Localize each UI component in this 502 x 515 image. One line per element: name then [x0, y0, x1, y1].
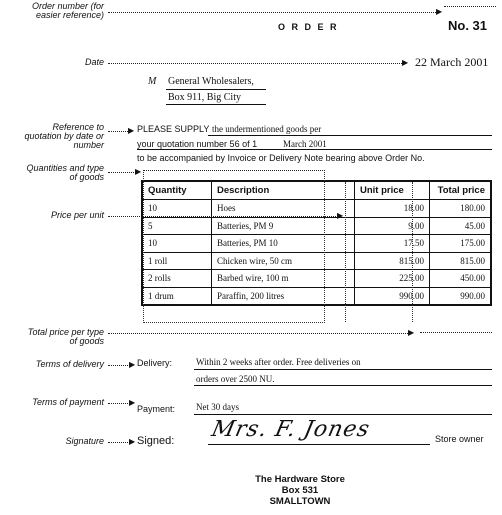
table-row: 5 Batteries, PM 9 9.00 45.00 [142, 217, 491, 235]
arrow-date: ▶ [402, 58, 409, 67]
label-order-number: Order number (for easier reference) [31, 1, 104, 20]
leader-signature [108, 442, 130, 443]
order-number-box-top [444, 6, 496, 7]
delivery-rule-1 [194, 369, 492, 370]
label-terms-payment: Terms of payment [32, 397, 104, 407]
footer-store-name: The Hardware Store [255, 474, 345, 485]
quantities-highlight-box [143, 170, 325, 323]
delivery-rule-2 [194, 385, 492, 386]
arrow-order-number: ▶ [436, 7, 443, 16]
table-row: 1 drum Paraffin, 200 litres 990.00 990.00 [142, 287, 491, 305]
arrow-total-price: ▶ [408, 328, 415, 337]
leader-terms-delivery [108, 365, 130, 366]
body-line1-print: PLEASE SUPPLY [137, 124, 210, 134]
footer-address [200, 474, 400, 507]
col-total-price: Total price [430, 181, 492, 200]
handwritten-signature: Mrs. F. Jones [209, 417, 373, 442]
label-signature: Signature [65, 436, 104, 446]
body-line1-rule [208, 135, 492, 136]
addressee-line-1 [166, 89, 266, 90]
signer-role: Store owner [435, 434, 484, 444]
addressee-address: Box 911, Big City [168, 92, 241, 103]
delivery-label: Delivery: [137, 358, 173, 368]
leader-date [108, 63, 404, 64]
table-row: 2 rolls Barbed wire, 100 m 225.00 450.00 [142, 270, 491, 288]
total-price-box-bottom [420, 332, 492, 333]
addressee-name: General Wholesalers, [168, 76, 254, 87]
body-line2-rule [137, 149, 492, 150]
table-row: 10 Batteries, PM 10 17.50 175.00 [142, 235, 491, 253]
leader-total-price [108, 333, 410, 334]
col-quantity: Quantity [142, 181, 212, 200]
label-date: Date [84, 57, 104, 67]
body-line3: to be accompanied by Invoice or Delivery Note bearing above Order No. [137, 153, 425, 163]
unit-price-highlight-box [345, 182, 413, 322]
order-date: 22 March 2001 [415, 55, 489, 69]
footer-town: SMALLTOWN [269, 496, 331, 507]
leader-terms-payment [108, 403, 130, 404]
arrow-reference: ▶ [128, 126, 135, 135]
payment-value: Net 30 days [196, 402, 239, 412]
label-terms-delivery: Terms of delivery [35, 359, 104, 369]
leader-quantities [108, 172, 138, 173]
order-title: O R D E R [278, 22, 339, 32]
label-reference: Reference to quotation by date or number [24, 122, 104, 150]
body-line2-print: your quotation number 56 of 1 [137, 139, 258, 149]
footer-box: Box 531 [281, 485, 319, 496]
arrow-quantities: ▶ [135, 167, 142, 176]
label-total-price: Total price per type of goods [27, 327, 104, 346]
leader-reference [108, 131, 130, 132]
col-unit-price: Unit price [355, 181, 430, 200]
arrow-terms-delivery: ▶ [129, 360, 136, 369]
arrow-signature: ▶ [129, 437, 136, 446]
addressee-prefix: M [148, 76, 157, 87]
delivery-line2: orders over 2500 NU. [196, 374, 275, 384]
label-quantities: Quantities and type of goods [26, 163, 104, 182]
table-row: 1 roll Chicken wire, 50 cm 815.00 815.00 [142, 252, 491, 270]
addressee-line-2 [166, 104, 266, 105]
signature-rule [208, 444, 430, 445]
arrow-price-per-unit: ▶ [337, 211, 344, 220]
body-line2-hand: March 2001 [283, 139, 327, 149]
payment-label: Payment: [137, 404, 176, 414]
leader-order-number [108, 12, 438, 13]
delivery-line1: Within 2 weeks after order. Free deliveries on [196, 357, 361, 367]
payment-rule [194, 414, 492, 415]
table-row: 10 Hoes 18.00 180.00 [142, 200, 491, 218]
body-line1-hand: the undermentioned goods per [212, 124, 322, 134]
order-number: No. 31 [448, 18, 488, 33]
arrow-terms-payment: ▶ [129, 398, 136, 407]
label-price-per-unit: Price per unit [50, 210, 104, 220]
signed-label: Signed: [137, 435, 175, 447]
col-description: Description [212, 181, 355, 200]
